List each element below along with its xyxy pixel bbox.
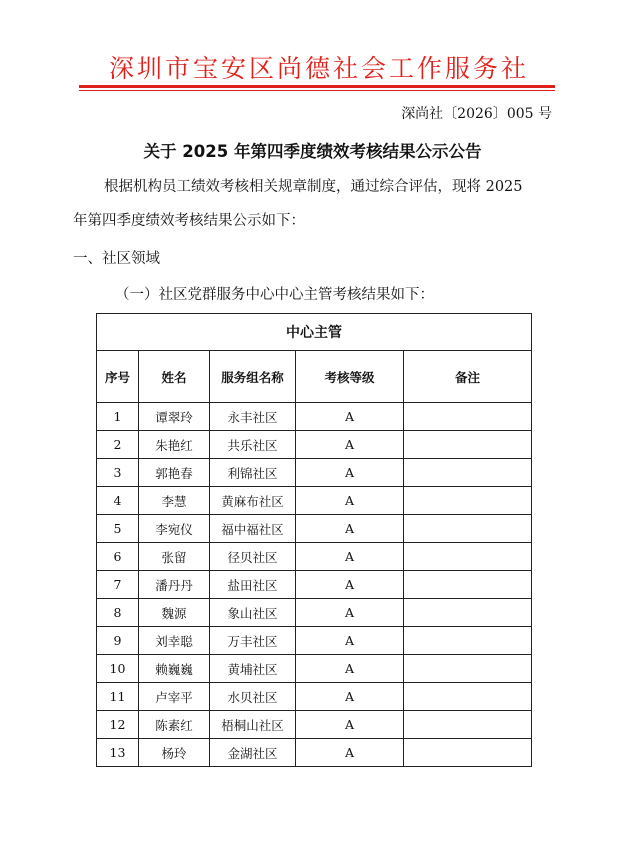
cell-grade: A xyxy=(296,515,404,543)
cell-remarks xyxy=(404,543,532,571)
table-header-row xyxy=(97,351,532,403)
cell-remarks xyxy=(404,431,532,459)
header-group: 服务组名称 xyxy=(210,351,296,403)
table-row xyxy=(97,543,532,571)
cell-index: 10 xyxy=(97,655,139,683)
cell-grade: A xyxy=(296,683,404,711)
organization-header: 深圳市宝安区尚德社会工作服务社 xyxy=(108,54,529,83)
cell-grade: A xyxy=(296,655,404,683)
header-rule-thick xyxy=(79,85,555,88)
intro-paragraph-line1: 根据机构员工绩效考核相关规章制度，通过综合评估，现将 2025 xyxy=(104,179,523,195)
cell-name: 卢宰平 xyxy=(139,683,210,711)
cell-group: 水贝社区 xyxy=(210,683,296,711)
cell-group: 共乐社区 xyxy=(210,431,296,459)
table-row xyxy=(97,711,532,739)
header-rule-thin xyxy=(79,90,555,91)
cell-grade: A xyxy=(296,711,404,739)
table-row xyxy=(97,571,532,599)
table-caption: 中心主管 xyxy=(97,314,532,351)
cell-name: 张留 xyxy=(139,543,210,571)
cell-index: 6 xyxy=(97,543,139,571)
cell-remarks xyxy=(404,459,532,487)
document-number: 深尚社〔2026〕005 号 xyxy=(401,106,552,122)
cell-index: 3 xyxy=(97,459,139,487)
cell-name: 魏源 xyxy=(139,599,210,627)
table-row xyxy=(97,739,532,767)
cell-name: 谭翠玲 xyxy=(139,403,210,431)
cell-name: 郭艳春 xyxy=(139,459,210,487)
section-heading: 一、社区领域 xyxy=(73,251,160,267)
cell-index: 11 xyxy=(97,683,139,711)
subsection-heading: （一）社区党群服务中心中心主管考核结果如下： xyxy=(115,287,434,303)
cell-remarks xyxy=(404,571,532,599)
cell-name: 赖巍巍 xyxy=(139,655,210,683)
cell-remarks xyxy=(404,627,532,655)
cell-index: 8 xyxy=(97,599,139,627)
cell-grade: A xyxy=(296,431,404,459)
cell-remarks xyxy=(404,515,532,543)
intro-paragraph-line2: 年第四季度绩效考核结果公示如下： xyxy=(73,213,305,229)
cell-index: 12 xyxy=(97,711,139,739)
cell-group: 黄埔社区 xyxy=(210,655,296,683)
table-row xyxy=(97,655,532,683)
cell-index: 4 xyxy=(97,487,139,515)
table-row xyxy=(97,487,532,515)
cell-grade: A xyxy=(296,403,404,431)
cell-index: 2 xyxy=(97,431,139,459)
cell-group: 盐田社区 xyxy=(210,571,296,599)
cell-grade: A xyxy=(296,459,404,487)
cell-name: 潘丹丹 xyxy=(139,571,210,599)
cell-name: 朱艳红 xyxy=(139,431,210,459)
cell-remarks xyxy=(404,711,532,739)
table-row xyxy=(97,515,532,543)
cell-index: 7 xyxy=(97,571,139,599)
cell-index: 13 xyxy=(97,739,139,767)
cell-grade: A xyxy=(296,739,404,767)
cell-index: 9 xyxy=(97,627,139,655)
table-row xyxy=(97,599,532,627)
cell-name: 李宛仪 xyxy=(139,515,210,543)
header-name: 姓名 xyxy=(139,351,210,403)
cell-index: 5 xyxy=(97,515,139,543)
cell-name: 李慧 xyxy=(139,487,210,515)
cell-grade: A xyxy=(296,571,404,599)
cell-group: 利锦社区 xyxy=(210,459,296,487)
cell-grade: A xyxy=(296,487,404,515)
header-index: 序号 xyxy=(97,351,139,403)
cell-index: 1 xyxy=(97,403,139,431)
table-row xyxy=(97,627,532,655)
cell-name: 陈素红 xyxy=(139,711,210,739)
cell-grade: A xyxy=(296,627,404,655)
cell-group: 永丰社区 xyxy=(210,403,296,431)
cell-name: 杨玲 xyxy=(139,739,210,767)
table-row xyxy=(97,683,532,711)
table-row xyxy=(97,459,532,487)
cell-group: 福中福社区 xyxy=(210,515,296,543)
cell-name: 刘幸聪 xyxy=(139,627,210,655)
cell-group: 万丰社区 xyxy=(210,627,296,655)
results-table xyxy=(96,313,532,767)
cell-remarks xyxy=(404,683,532,711)
cell-grade: A xyxy=(296,599,404,627)
cell-remarks xyxy=(404,403,532,431)
table-row xyxy=(97,403,532,431)
cell-remarks xyxy=(404,655,532,683)
cell-group: 径贝社区 xyxy=(210,543,296,571)
header-grade: 考核等级 xyxy=(296,351,404,403)
cell-group: 梧桐山社区 xyxy=(210,711,296,739)
document-title: 关于 2025 年第四季度绩效考核结果公示公告 xyxy=(143,142,482,161)
cell-grade: A xyxy=(296,543,404,571)
cell-remarks xyxy=(404,487,532,515)
table-row xyxy=(97,431,532,459)
cell-remarks xyxy=(404,739,532,767)
header-remarks: 备注 xyxy=(404,351,532,403)
cell-group: 象山社区 xyxy=(210,599,296,627)
cell-group: 金湖社区 xyxy=(210,739,296,767)
cell-remarks xyxy=(404,599,532,627)
cell-group: 黄麻布社区 xyxy=(210,487,296,515)
